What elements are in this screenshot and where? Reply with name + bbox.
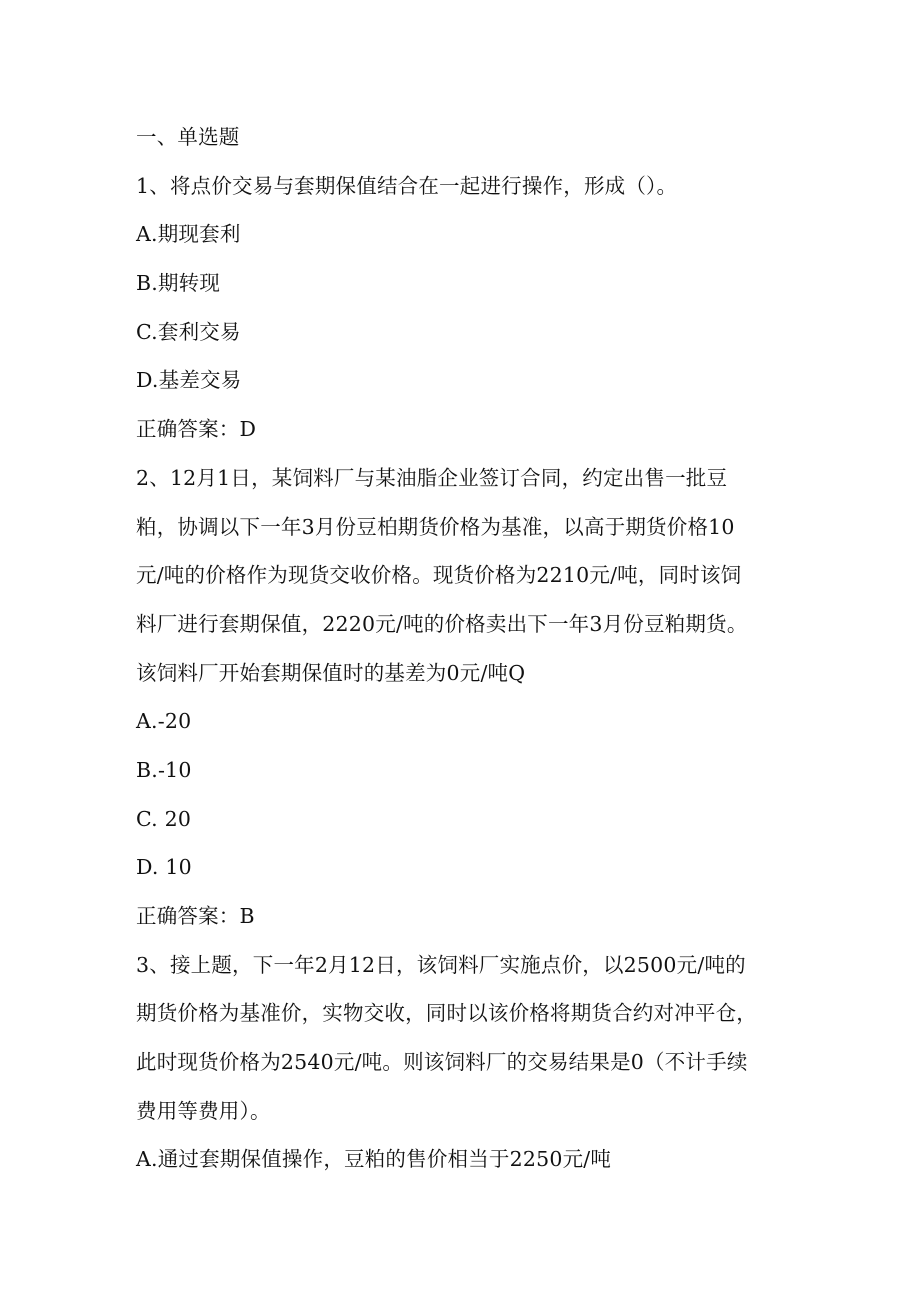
question-1-stem-line-1: 1、将点价交易与套期保值结合在一起进行操作，形成（）。 <box>136 173 678 198</box>
question-1-option-c: C.套利交易 <box>136 319 241 344</box>
question-2-option-d: D. 10 <box>136 855 192 880</box>
question-1-option-b: B.期转现 <box>136 271 221 296</box>
document-content <box>136 113 796 1184</box>
section-title: 一、单选题 <box>136 125 240 149</box>
question-2-stem-line-4: 料厂进行套期保值，2220元/吨的价格卖出下一年3月份豆粕期货。 <box>136 611 748 636</box>
question-1-answer: 正确答案：D <box>136 417 257 442</box>
question-2-stem-line-3: 元/吨的价格作为现货交收价格。现货价格为2210元/吨，同时该饲 <box>136 563 742 588</box>
question-1-option-d: D.基差交易 <box>136 368 242 393</box>
question-2-option-a: A.-20 <box>136 709 192 734</box>
question-1-option-a: A.期现套利 <box>136 222 241 247</box>
question-3-stem-line-1: 3、接上题，下一年2月12日，该饲料厂实施点价，以2500元/吨的 <box>136 952 746 977</box>
question-2-answer: 正确答案：B <box>136 904 255 928</box>
question-2-stem-line-1: 2、12月1日，某饲料厂与某油脂企业签订合同，约定出售一批豆 <box>136 465 728 490</box>
question-3-option-a: A.通过套期保值操作，豆粕的售价相当于2250元/吨 <box>136 1147 612 1172</box>
question-2-stem-line-2: 粕，协调以下一年3月份豆柏期货价格为基准，以高于期货价格10 <box>136 514 735 539</box>
question-2-option-b: B.-10 <box>136 757 192 782</box>
question-2-stem-line-5: 该饲料厂开始套期保值时的基差为0元/吨Q <box>136 660 526 685</box>
question-3-stem-line-4: 费用等费用）。 <box>136 1098 271 1123</box>
question-3-stem-line-3: 此时现货价格为2540元/吨。则该饲料厂的交易结果是0（不计手续 <box>136 1050 748 1075</box>
question-3-stem-line-2: 期货价格为基准价，实物交收，同时以该价格将期货合约对冲平仓， <box>136 1001 757 1026</box>
question-2-option-c: C. 20 <box>136 806 192 831</box>
